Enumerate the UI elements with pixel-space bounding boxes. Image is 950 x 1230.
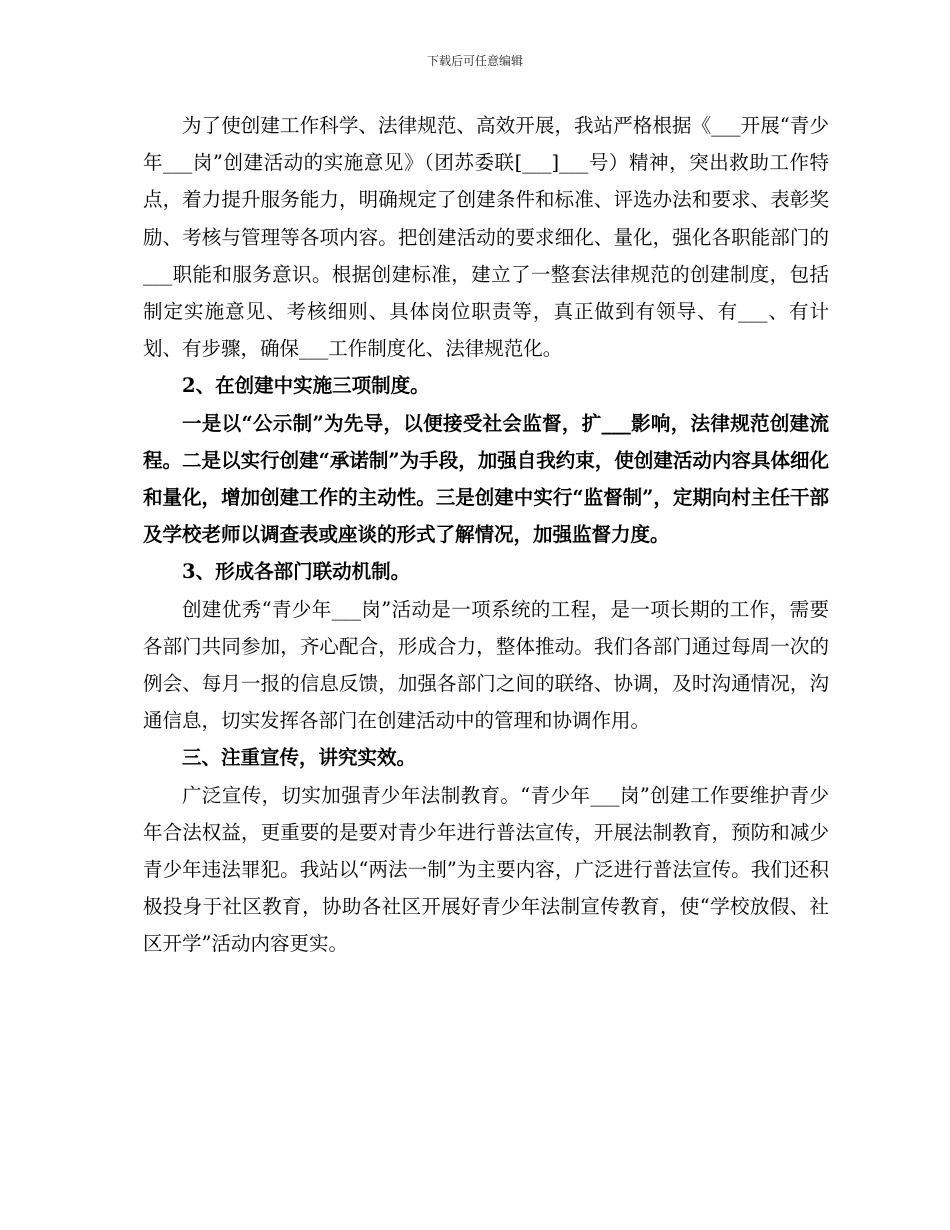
paragraph-three-systems: 一是以“公示制”为先导，以便接受社会监督，扩___影响，法律规范创建流程。二是以实行创建“承诺制”为手段，加强自我约束，使创建活动内容具体细化和量化，增加创建工作的主动性。三是创建中实行“监督制”，定期向村主任干部及学校老师以调查表或座谈的形式了解情况，加强监督力度。 xyxy=(143,411,829,547)
page-header: 下载后可任意编辑 xyxy=(426,54,523,68)
heading-three-systems: 2、在创建中实施三项制度。 xyxy=(182,374,430,398)
heading-publicity: 三、注重宣传，讲究实效。 xyxy=(182,746,417,770)
paragraph-publicity: 广泛宣传，切实加强青少年法制教育。“青少年___岗”创建工作要维护青少年合法权益，更重要的是要对青少年进行普法宣传，开展法制教育，预防和减少青少年违法罪犯。我站以“两法一制”为主要内容，广泛进行普法宣传。我们还积极投身于社区教育，协助各社区开展好青少年法制宣传教育，使“学校放假、社区开学”活动内容更实。 xyxy=(143,783,829,956)
heading-linkage-mechanism: 3、形成各部门联动机制。 xyxy=(182,560,411,584)
paragraph-intro: 为了使创建工作科学、法律规范、高效开展，我站严格根据《___开展“青少年___岗”创建活动的实施意见》（团苏委联[___]___号）精神，突出救助工作特点，着力提升服务能力，明确规定了创建条件和标准、评选办法和要求、表彰奖励、考核与管理等各项内容。把创建活动的要求细化、量化，强化各职能部门的___职能和服务意识。根据创建标准，建立了一整套法律规范的创建制度，包括制定实施意见、考核细则、具体岗位职责等，真正做到有领导、有___、有计划、有步骤，确保___工作制度化、法律规范化。 xyxy=(143,114,829,361)
paragraph-linkage-mechanism: 创建优秀“青少年___岗”活动是一项系统的工程，是一项长期的工作，需要各部门共同参加，齐心配合，形成合力，整体推动。我们各部门通过每周一次的例会、每月一报的信息反馈，加强各部门之间的联络、协调，及时沟通情况，沟通信息，切实发挥各部门在创建活动中的管理和协调作用。 xyxy=(143,597,829,733)
document-body xyxy=(143,107,829,963)
